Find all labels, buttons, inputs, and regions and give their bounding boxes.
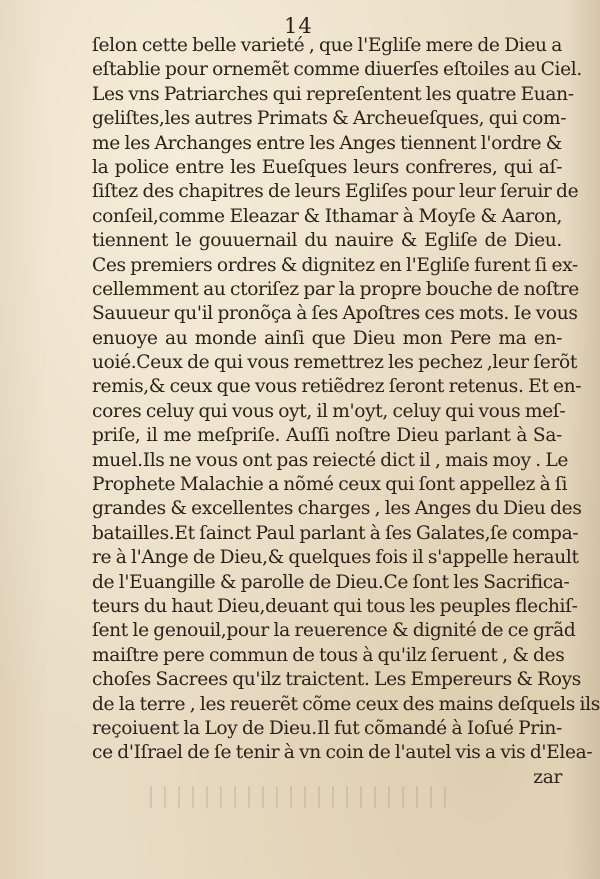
text-line: Prophete Malachie a nõmé ceux qui ſont appellez à ſi bbox=[92, 474, 568, 496]
text-line: remis,& ceux que vous retiẽdrez ſeront retenus. Et en- bbox=[92, 376, 582, 398]
text-line: choſes Sacrees qu'ilz traictent. Les Empereurs & Roys bbox=[92, 669, 581, 691]
text-line: Les vns Patriarches qui repreſentent les quatre Euan- bbox=[92, 83, 574, 105]
text-line: enuoye au monde ainſi que Dieu mon Pere ma en- bbox=[92, 327, 562, 349]
text-line: grandes & excellentes charges , les Anges du Dieu des bbox=[92, 498, 582, 520]
text-line: batailles.Et ſainct Paul parlant à ſes Galates,ſe compa- bbox=[92, 522, 579, 544]
text-line: Ces premiers ordres & dignitez en l'Egliſe furent ſi ex- bbox=[92, 254, 578, 276]
text-line: Sauueur qu'il pronõça à ſes Apoſtres ces mots. Ie vous bbox=[92, 303, 578, 325]
text-line: re à l'Ange de Dieu,& quelques fois il s'appelle herault bbox=[92, 547, 579, 569]
text-line: tiennent le gouuernail du nauire & Egliſe de Dieu. bbox=[92, 230, 562, 252]
text-line: muel.Ils ne vous ont pas reiecté dict il , mais moy . Le bbox=[92, 449, 569, 471]
text-line: reçoiuent la Loy de Dieu.Il fut cõmandé à Ioſué Prin- bbox=[92, 717, 562, 739]
text-line: ſelon cette belle varieté , que l'Egliſe mere de Dieu a bbox=[92, 35, 562, 56]
page-number: 14 bbox=[284, 14, 313, 38]
text-line: maiſtre pere commun de tous à qu'ilz ſeruent , & des bbox=[92, 644, 565, 666]
text-line: ſent le genouil,pour la reuerence & dignité de ce grãd bbox=[92, 620, 576, 642]
body-text bbox=[92, 34, 600, 790]
show-through-trace bbox=[150, 786, 450, 808]
text-line: la police entre les Eueſques leurs confreres, qui aſ- bbox=[92, 156, 562, 178]
text-line: cores celuy qui vous oyt, il m'oyt, celuy qui vous meſ- bbox=[92, 400, 566, 422]
text-line: conſeil,comme Eleazar & Ithamar à Moyſe & Aaron, bbox=[92, 205, 562, 227]
text-line: de l'Euangille & parolle de Dieu.Ce ſont les Sacrifica- bbox=[92, 571, 570, 593]
text-line: ce d'Iſrael de ſe tenir à vn coin de l'autel vis a vis d'Elea- bbox=[92, 742, 593, 764]
text-line: uoié.Ceux de qui vous remettrez les pechez ,leur ſerõt bbox=[92, 352, 577, 374]
text-line: me les Archanges entre les Anges tiennent l'ordre & bbox=[92, 132, 562, 154]
text-line: de la terre , les reuerẽt cõme ceux des mains deſquels ils bbox=[92, 693, 600, 715]
text-line: eſtablie pour ornemẽt comme diuerſes eſtoiles au Ciel. bbox=[92, 59, 582, 81]
catchword: zar bbox=[533, 766, 562, 788]
text-line: teurs du haut Dieu,deuant qui tous les peuples flechiſ- bbox=[92, 595, 578, 617]
text-line: ſiſtez des chapitres de leurs Egliſes pour leur ſeruir de bbox=[92, 181, 579, 203]
text-line: geliſtes,les autres Primats & Archeueſques, qui com- bbox=[92, 108, 567, 130]
text-line: priſe, il me meſpriſe. Auſſi noſtre Dieu parlant à Sa- bbox=[92, 425, 562, 447]
text-line: cellemment au ctoriſez par la propre bouche de noſtre bbox=[92, 278, 579, 300]
